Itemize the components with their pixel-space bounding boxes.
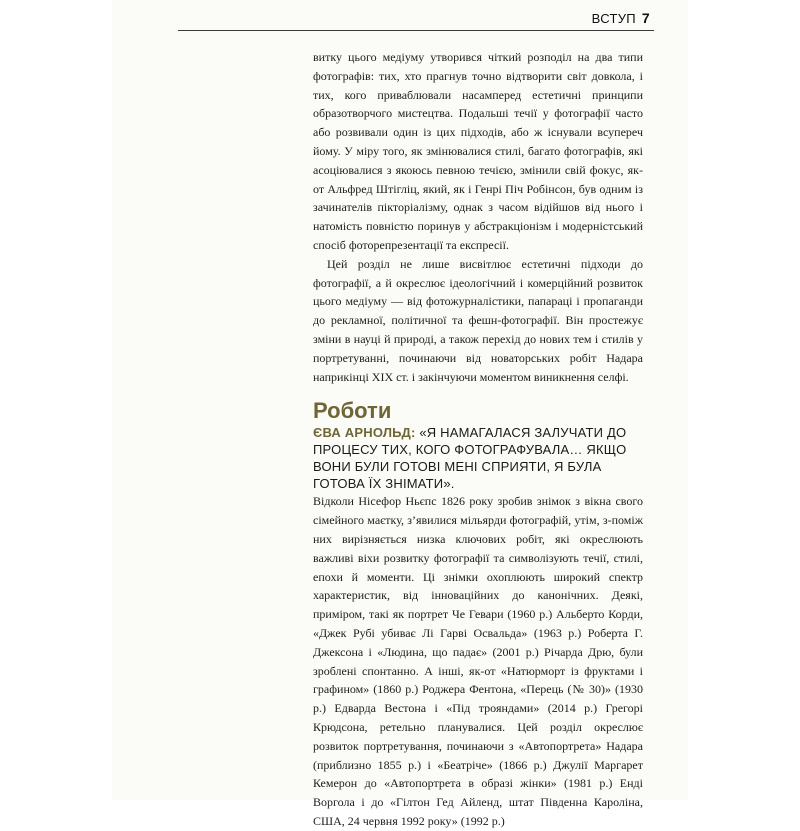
- quote-author: ЄВА АРНОЛЬД:: [313, 425, 416, 441]
- works-paragraph: Відколи Нісефор Ньєпс 1826 року зробив знімок з вікна свого сімейного маєтку, з’явилися мільярди фотографій, утім, з-поміж них вирізняється низка ключових робіт, які окреслюють важливі віхи розвитку фотографії та символізують течії, стилі, епохи й моменти. Ці знімки охоплюють широкий спектр характеристик, від інноваційних до канонічних. Деякі, приміром, такі як портрет Че Гевари (1960 р.) Альберто Корди, «Джек Рубі убиває Лі Гарві Освальда» (1963 р.) Роберта Г. Джексона і «Людина, що падає» (2001 р.) Річарда Дрю, були зроблені спонтанно. А інші, як-от «Натюрморт із фруктами і графином» (1860 р.) Роджера Фентона, «Перець (№ 30)» (1930 р.) Едварда Вестона і «Під трояндами» (2014 р.) Грегорі Крюдсона, ретельно планувалися. Цей розділ окреслює розвиток портретування, починаючи з «Автопортрета» Надара (приблизно 1855 р.) і «Беатріче» (1866 р.) Джулії Маргарет Кемерон до «Автопортрета в образі жінки» (1981 р.) Енді Воргола і до «Гілтон Гед Айленд, штат Південна Кароліна, США, 24 червня 1992 року» (1992 р.): [313, 494, 643, 828]
- running-header-text: [592, 10, 650, 26]
- page-number: 7: [641, 10, 650, 26]
- header-rule: [178, 30, 654, 31]
- quote-text: «Я НАМАГАЛАСЯ ЗАЛУЧАТИ ДО ПРОЦЕСУ ТИХ, КОГО ФОТОГРАФУВАЛА… ЯКЩО ВОНИ БУЛИ ГОТОВІ МЕНІ СПРИЯТИ, Я БУЛА ГОТОВА ЇХ ЗНІМАТИ».: [313, 425, 627, 492]
- epigraph-quote: [313, 424, 643, 492]
- works-section-title: Роботи: [313, 398, 392, 424]
- intro-paragraph-1: витку цього медіуму утворився чіткий розподіл на два типи фотографів: тих, хто прагнув точно відтворити світ довкола, і тих, кого приваблювали насамперед естетичні принципи образотворчого мистецтва. Подальші течії у фотографії часто або розвивали один із цих підходів, або ж існували всупереч йому. У міру того, як змінювалися стилі, багато фотографів, які асоціювалися з якоюсь певною течією, змінили свій фокус, як-от Альфред Штігліц, який, як і Генрі Піч Робінсон, був одним із зачинателів пікторіалізму, однак з часом відійшов від нього і натомість повністю поринув у абстракціонізм і модерністський спосіб фоторепрезентації та експресії.: [313, 50, 643, 252]
- running-header: [178, 9, 654, 31]
- section-name: ВСТУП: [591, 11, 636, 26]
- page-content: [313, 48, 643, 831]
- intro-paragraph-2: Цей розділ не лише висвітлює естетичні підходи до фотографії, а й окреслює ідеологічний і комерційний розвиток цього медіуму — від фотожурналістики, папараці і пропаганди до рекламної, політичної та фешн-фотографії. Він простежує зміни в науці й природі, а також перехід до нових тем і стилів у портретуванні, починаючи від новаторських робіт Надара наприкінці XIX ст. і закінчуючи моментом виникнення селфі.: [313, 256, 643, 384]
